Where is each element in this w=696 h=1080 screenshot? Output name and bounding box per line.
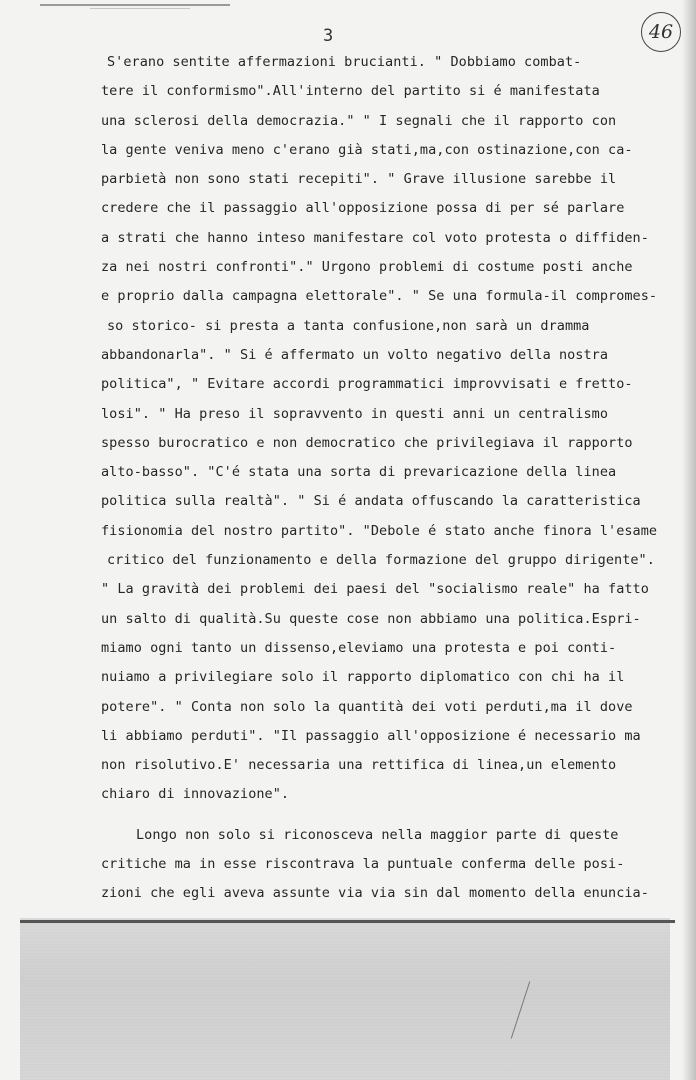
page-edge-shadow [682,0,696,1080]
text-line: una sclerosi della democrazia." " I segnali che il rapporto con [101,112,617,129]
text-line: li abbiamo perduti". "Il passaggio all'opposizione é necessario ma [101,727,641,744]
scan-artifact-streak-secondary [90,8,190,9]
scan-bottom-edge [20,920,675,923]
text-line: politica sulla realtà". " Si é andata offuscando la caratteristica [101,493,641,510]
text-line: un salto di qualità.Su queste cose non abbiamo una politica.Espri- [101,610,641,627]
text-line: S'erano sentite affermazioni brucianti. " Dobbiamo combat- [107,54,582,70]
text-line: nuiamo a privilegiare solo il rapporto diplomatico con chi ha il [101,669,625,686]
text-line: fisionomia del nostro partito". "Debole é stato anche finora l'esame [101,522,658,539]
text-line: miamo ogni tanto un dissenso,eleviamo una protesta e poi conti- [101,639,617,656]
text-line: so storico- si presta a tanta confusione,non sarà un dramma [107,317,590,334]
text-line: credere che il passaggio all'opposizione possa di per sé parlare [101,200,625,217]
text-line: critiche ma in esse riscontrava la puntuale conferma delle posi- [101,856,625,873]
text-line: e proprio dalla campagna elettorale". " Se una formula-il compromes- [101,288,658,305]
text-line: non risolutivo.E' necessaria una rettifica di linea,un elemento [101,757,617,774]
text-line: abbandonarla". " Si é affermato un volto negativo della nostra [101,346,609,363]
text-line: " La gravità dei problemi dei paesi del "socialismo reale" ha fatto [101,581,649,598]
text-line: losi". " Ha preso il sopravvento in questi anni un centralismo [101,405,609,422]
page-number: 3 [323,26,334,46]
text-line: politica", " Evitare accordi programmatici improvvisati e fretto- [101,376,633,393]
text-line: potere". " Conta non solo la quantità dei voti perduti,ma il dove [101,698,633,715]
text-line: za nei nostri confronti"." Urgono problemi di costume posti anche [101,259,633,276]
scan-artifact-streak [40,4,230,6]
text-line: chiaro di innovazione". [101,786,290,803]
text-line: a strati che hanno inteso manifestare col voto protesta o diffiden- [101,229,649,246]
text-line: la gente veniva meno c'erano già stati,ma,con ostinazione,con ca- [101,141,633,158]
paragraph-gap [101,810,681,821]
text-line: tere il conformismo".All'interno del partito si é manifestata [101,83,600,100]
text-line: zioni che egli aveva assunte via via sin dal momento della enuncia- [101,885,649,902]
handwritten-circled-number: 46 [641,12,681,52]
text-line: critico del funzionamento e della formazione del gruppo dirigente". [107,552,655,569]
text-line: spesso burocratico e non democratico che privilegiava il rapporto [101,434,633,451]
text-line: parbietà non sono stati recepiti". " Grave illusione sarebbe il [101,171,617,188]
text-line: alto-basso". "C'é stata una sorta di prevaricazione della linea [101,464,617,481]
text-line: Longo non solo si riconosceva nella maggior parte di queste [136,826,619,843]
document-body [101,48,681,909]
scan-bottom-shadow [20,918,670,1080]
